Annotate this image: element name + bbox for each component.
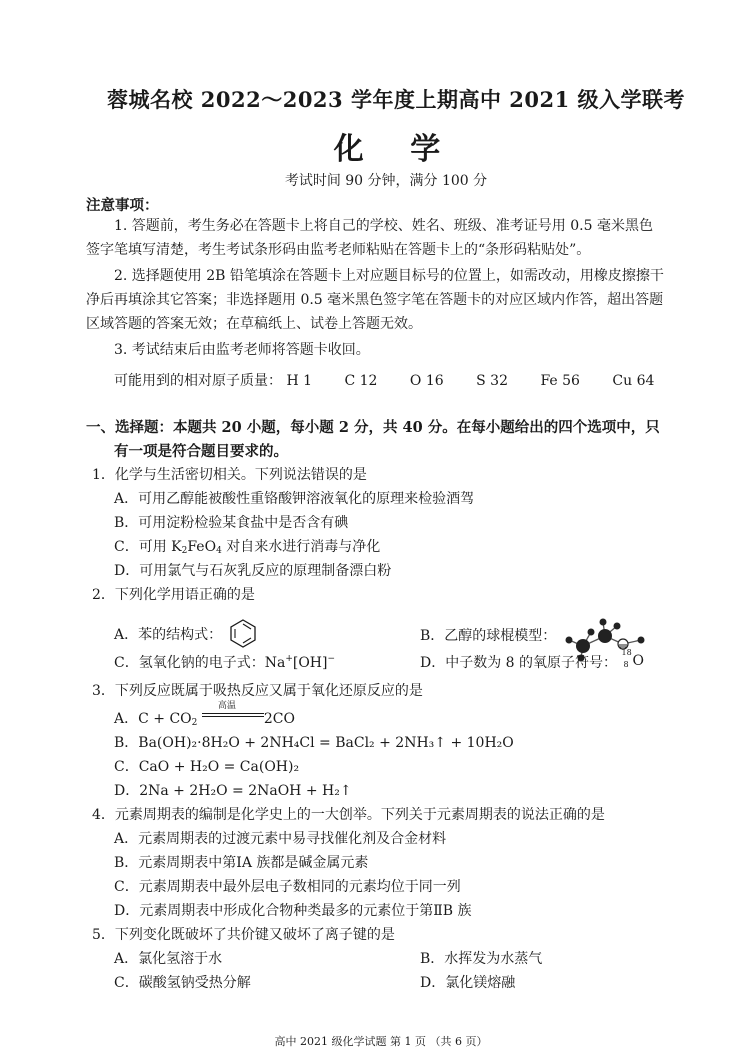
q5-option-b: B．水挥发为水蒸气	[420, 951, 543, 967]
q4-option-b: B．元素周期表中第ⅠA 族都是碱金属元素	[114, 855, 369, 871]
q2-option-d	[420, 648, 644, 672]
q3-option-a-left: A．C + CO	[114, 711, 192, 727]
atomic-mass-line	[114, 370, 682, 390]
q4-option-d: D．元素周期表中形成化合物种类最多的元素位于第ⅡB 族	[114, 903, 472, 919]
atomic-mass-list	[286, 373, 682, 389]
q3-option-a-right: 2CO	[263, 711, 295, 727]
atomic-mass-h: H 1	[286, 373, 313, 389]
q4-stem: 4．元素周期表的编制是化学史上的一大创举。下列关于元素周期表的说法正确的是	[92, 807, 605, 823]
subject-title: 化 学	[333, 132, 459, 167]
isotope-atomic-number: 8	[623, 660, 629, 669]
atomic-mass-c: C 12	[344, 373, 378, 389]
q2-stem: 2．下列化学用语正确的是	[92, 587, 255, 603]
q3-option-a: A．$C + CO_2$ 高温 2CO	[114, 708, 295, 728]
reaction-condition-arrow	[202, 701, 264, 722]
section-heading-line1: 一、选择题：本题共 20 小题，每小题 2 分，共 40 分。在每小题给出的四个选项中，只	[86, 419, 660, 436]
q3-option-b: B．Ba(OH)₂·8H₂O + 2NH₄Cl = BaCl₂ + 2NH₃↑ + 10H₂O	[114, 735, 514, 751]
exam-title: 蓉城名校 2022～2023 学年度上期高中 2021 级入学联考	[106, 87, 686, 112]
q2-option-c-suffix: [OH]	[292, 655, 328, 671]
notice-heading: 注意事项：	[86, 197, 159, 214]
q2-option-b-label: B．乙醇的球棍模型：	[420, 628, 557, 644]
reaction-condition-label: 高温	[217, 701, 236, 711]
q5-option-c: C．碳酸氢钠受热分解	[114, 975, 251, 991]
q2-option-a-label: A．苯的结构式：	[114, 627, 223, 643]
q1-option-c-prefix: C．可用 K	[114, 539, 182, 555]
q4-option-c: C．元素周期表中最外层电子数相同的元素均位于同一列	[114, 879, 461, 895]
atomic-mass-o: O 16	[409, 373, 444, 389]
atomic-mass-s: S 32	[476, 373, 508, 389]
oxygen-isotope-symbol	[621, 648, 644, 669]
q1-option-c: C．可用 $K_2FeO_4$ 对自来水进行消毒与净化	[114, 539, 381, 556]
q1-stem: 1．化学与生活密切相关。下列说法错误的是	[92, 467, 367, 483]
q3-stem: 3．下列反应既属于吸热反应又属于氧化还原反应的是	[92, 683, 423, 699]
atomic-mass-cu: Cu 64	[612, 373, 655, 389]
q3-option-d: D．2Na + 2H₂O = 2NaOH + H₂↑	[114, 783, 352, 799]
isotope-mass-number: 18	[621, 648, 632, 657]
q2-option-d-prefix: D．中子数为 8 的氧原子符号：	[420, 655, 618, 671]
q1-option-d: D．可用氯气与石灰乳反应的原理制备漂白粉	[114, 563, 392, 579]
atomic-mass-label: 可能用到的相对原子质量：	[114, 373, 282, 389]
q1-option-a: A．可用乙醇能被酸性重铬酸钾溶液氧化的原理来检验酒驾	[114, 491, 475, 507]
q4-option-a: A．元素周期表的过渡元素中易寻找催化剂及合金材料	[114, 831, 447, 847]
notice-item-2: 2. 选择题使用 2B 铅笔填涂在答题卡上对应题目标号的位置上，如需改动，用橡皮擦擦干净后再填涂其它答案；非选择题用 0.5 毫米黑色签字笔在答题卡的对应区域内作答，超出答题区域答题的答案无效；在草稿纸上、试卷上答题无效。	[86, 268, 664, 332]
q3-option-c: C．CaO + H₂O = Ca(OH)₂	[114, 759, 300, 775]
q5-option-d: D．氯化镁熔融	[420, 975, 516, 991]
q5-stem: 5．下列变化既破坏了共价键又破坏了离子键的是	[92, 927, 395, 943]
notice-item-1: 1. 答题前，考生务必在答题卡上将自己的学校、姓名、班级、准考证号用 0.5 毫米黑色签字笔填写清楚，考生考试条形码由监考老师粘贴在答题卡上的“条形码粘贴处”。	[86, 218, 653, 258]
q1-option-c-suffix: 对自来水进行消毒与净化	[226, 539, 381, 555]
q2-option-a	[114, 618, 257, 648]
exam-meta: 考试时间 90 分钟，满分 100 分	[284, 173, 488, 189]
benzene-structure-icon	[229, 618, 257, 648]
q2-option-c-prefix: C．氢氧化钠的电子式：Na	[114, 655, 286, 671]
notice-item-3: 3. 考试结束后由监考老师将答题卡收回。	[114, 342, 370, 358]
isotope-element-symbol: O	[632, 653, 644, 669]
page-footer: 高中 2021 级化学试题 第 1 页 （共 6 页）	[274, 1035, 488, 1048]
q2-option-c: C．氢氧化钠的电子式：Na+[OH]−	[114, 654, 336, 671]
q5-option-a: A．氯化氢溶于水	[114, 951, 223, 967]
section-heading-line2: 有一项是符合题目要求的。	[114, 443, 288, 460]
atomic-mass-fe: Fe 56	[540, 373, 580, 389]
q1-option-b: B．可用淀粉检验某食盐中是否含有碘	[114, 515, 349, 531]
